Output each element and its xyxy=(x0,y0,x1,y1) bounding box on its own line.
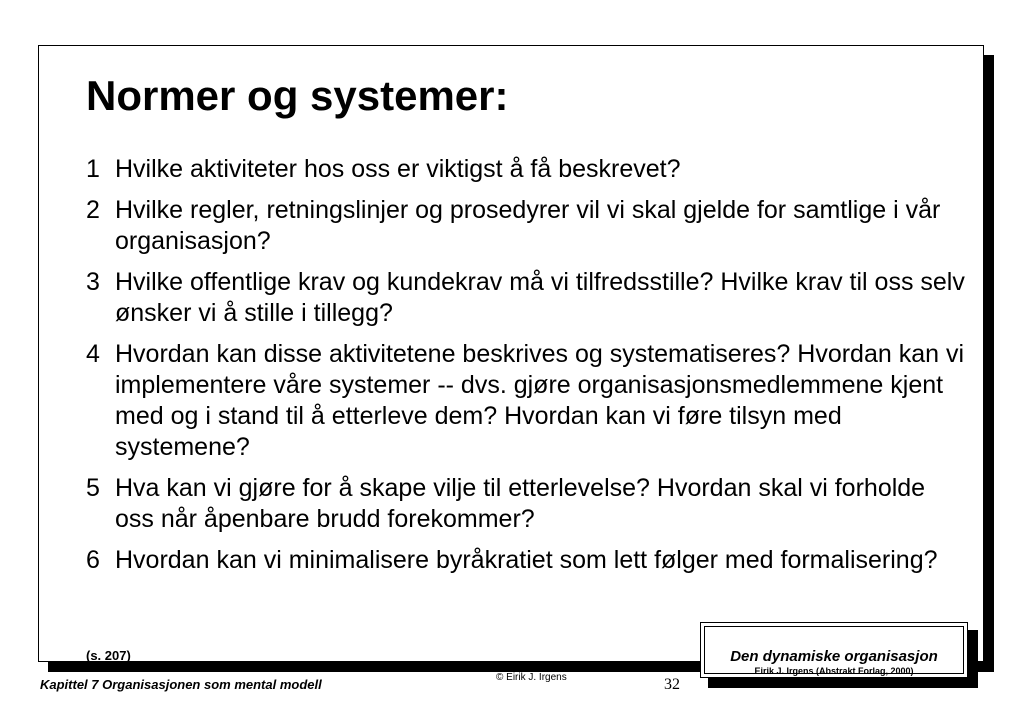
list-item xyxy=(86,545,966,576)
footer-chapter: Kapittel 7 Organisasjonen som mental modell xyxy=(40,677,322,692)
list-item xyxy=(86,267,966,329)
item-number: 3 xyxy=(86,268,100,296)
slide-title: Normer og systemer: xyxy=(86,72,509,119)
page-reference: (s. 207) xyxy=(86,648,131,663)
item-number: 6 xyxy=(86,546,100,574)
item-text: Hvilke offentlige krav og kundekrav må vi tilfredsstille? Hvilke krav til oss selv ønsker vi å stille i tillegg? xyxy=(115,268,965,327)
item-text: Hvilke aktiviteter hos oss er viktigst å få beskrevet? xyxy=(115,155,681,183)
footer-copyright: © Eirik J. Irgens xyxy=(496,672,567,683)
list-item xyxy=(86,154,966,185)
item-text: Hva kan vi gjøre for å skape vilje til etterlevelse? Hvordan skal vi forholde oss når åpenbare brudd forekommer? xyxy=(115,474,926,533)
item-text: Hvordan kan disse aktivitetene beskrives og systematiseres? Hvordan kan vi implementere våre systemer -- dvs. gjøre organisasjonsmedlemmene kjent med og i stand til å etterleve dem? Hvordan kan vi føre tilsyn med systemene? xyxy=(115,340,965,461)
item-text: Hvilke regler, retningslinjer og prosedyrer vil vi skal gjelde for samtlige i vår organisasjon? xyxy=(115,196,941,255)
list-item xyxy=(86,339,966,463)
question-list xyxy=(86,154,966,586)
book-info-box xyxy=(700,622,968,678)
item-text: Hvordan kan vi minimalisere byråkratiet som lett følger med formalisering? xyxy=(115,546,938,574)
page-number: 32 xyxy=(664,676,680,693)
book-subtitle: Eirik J. Irgens (Abstrakt Forlag, 2000) xyxy=(754,666,914,676)
item-number: 5 xyxy=(86,474,100,502)
item-number: 4 xyxy=(86,340,100,368)
list-item xyxy=(86,195,966,257)
item-number: 1 xyxy=(86,155,100,183)
book-title: Den dynamiske organisasjon xyxy=(730,648,938,665)
list-item xyxy=(86,473,966,535)
item-number: 2 xyxy=(86,196,100,224)
